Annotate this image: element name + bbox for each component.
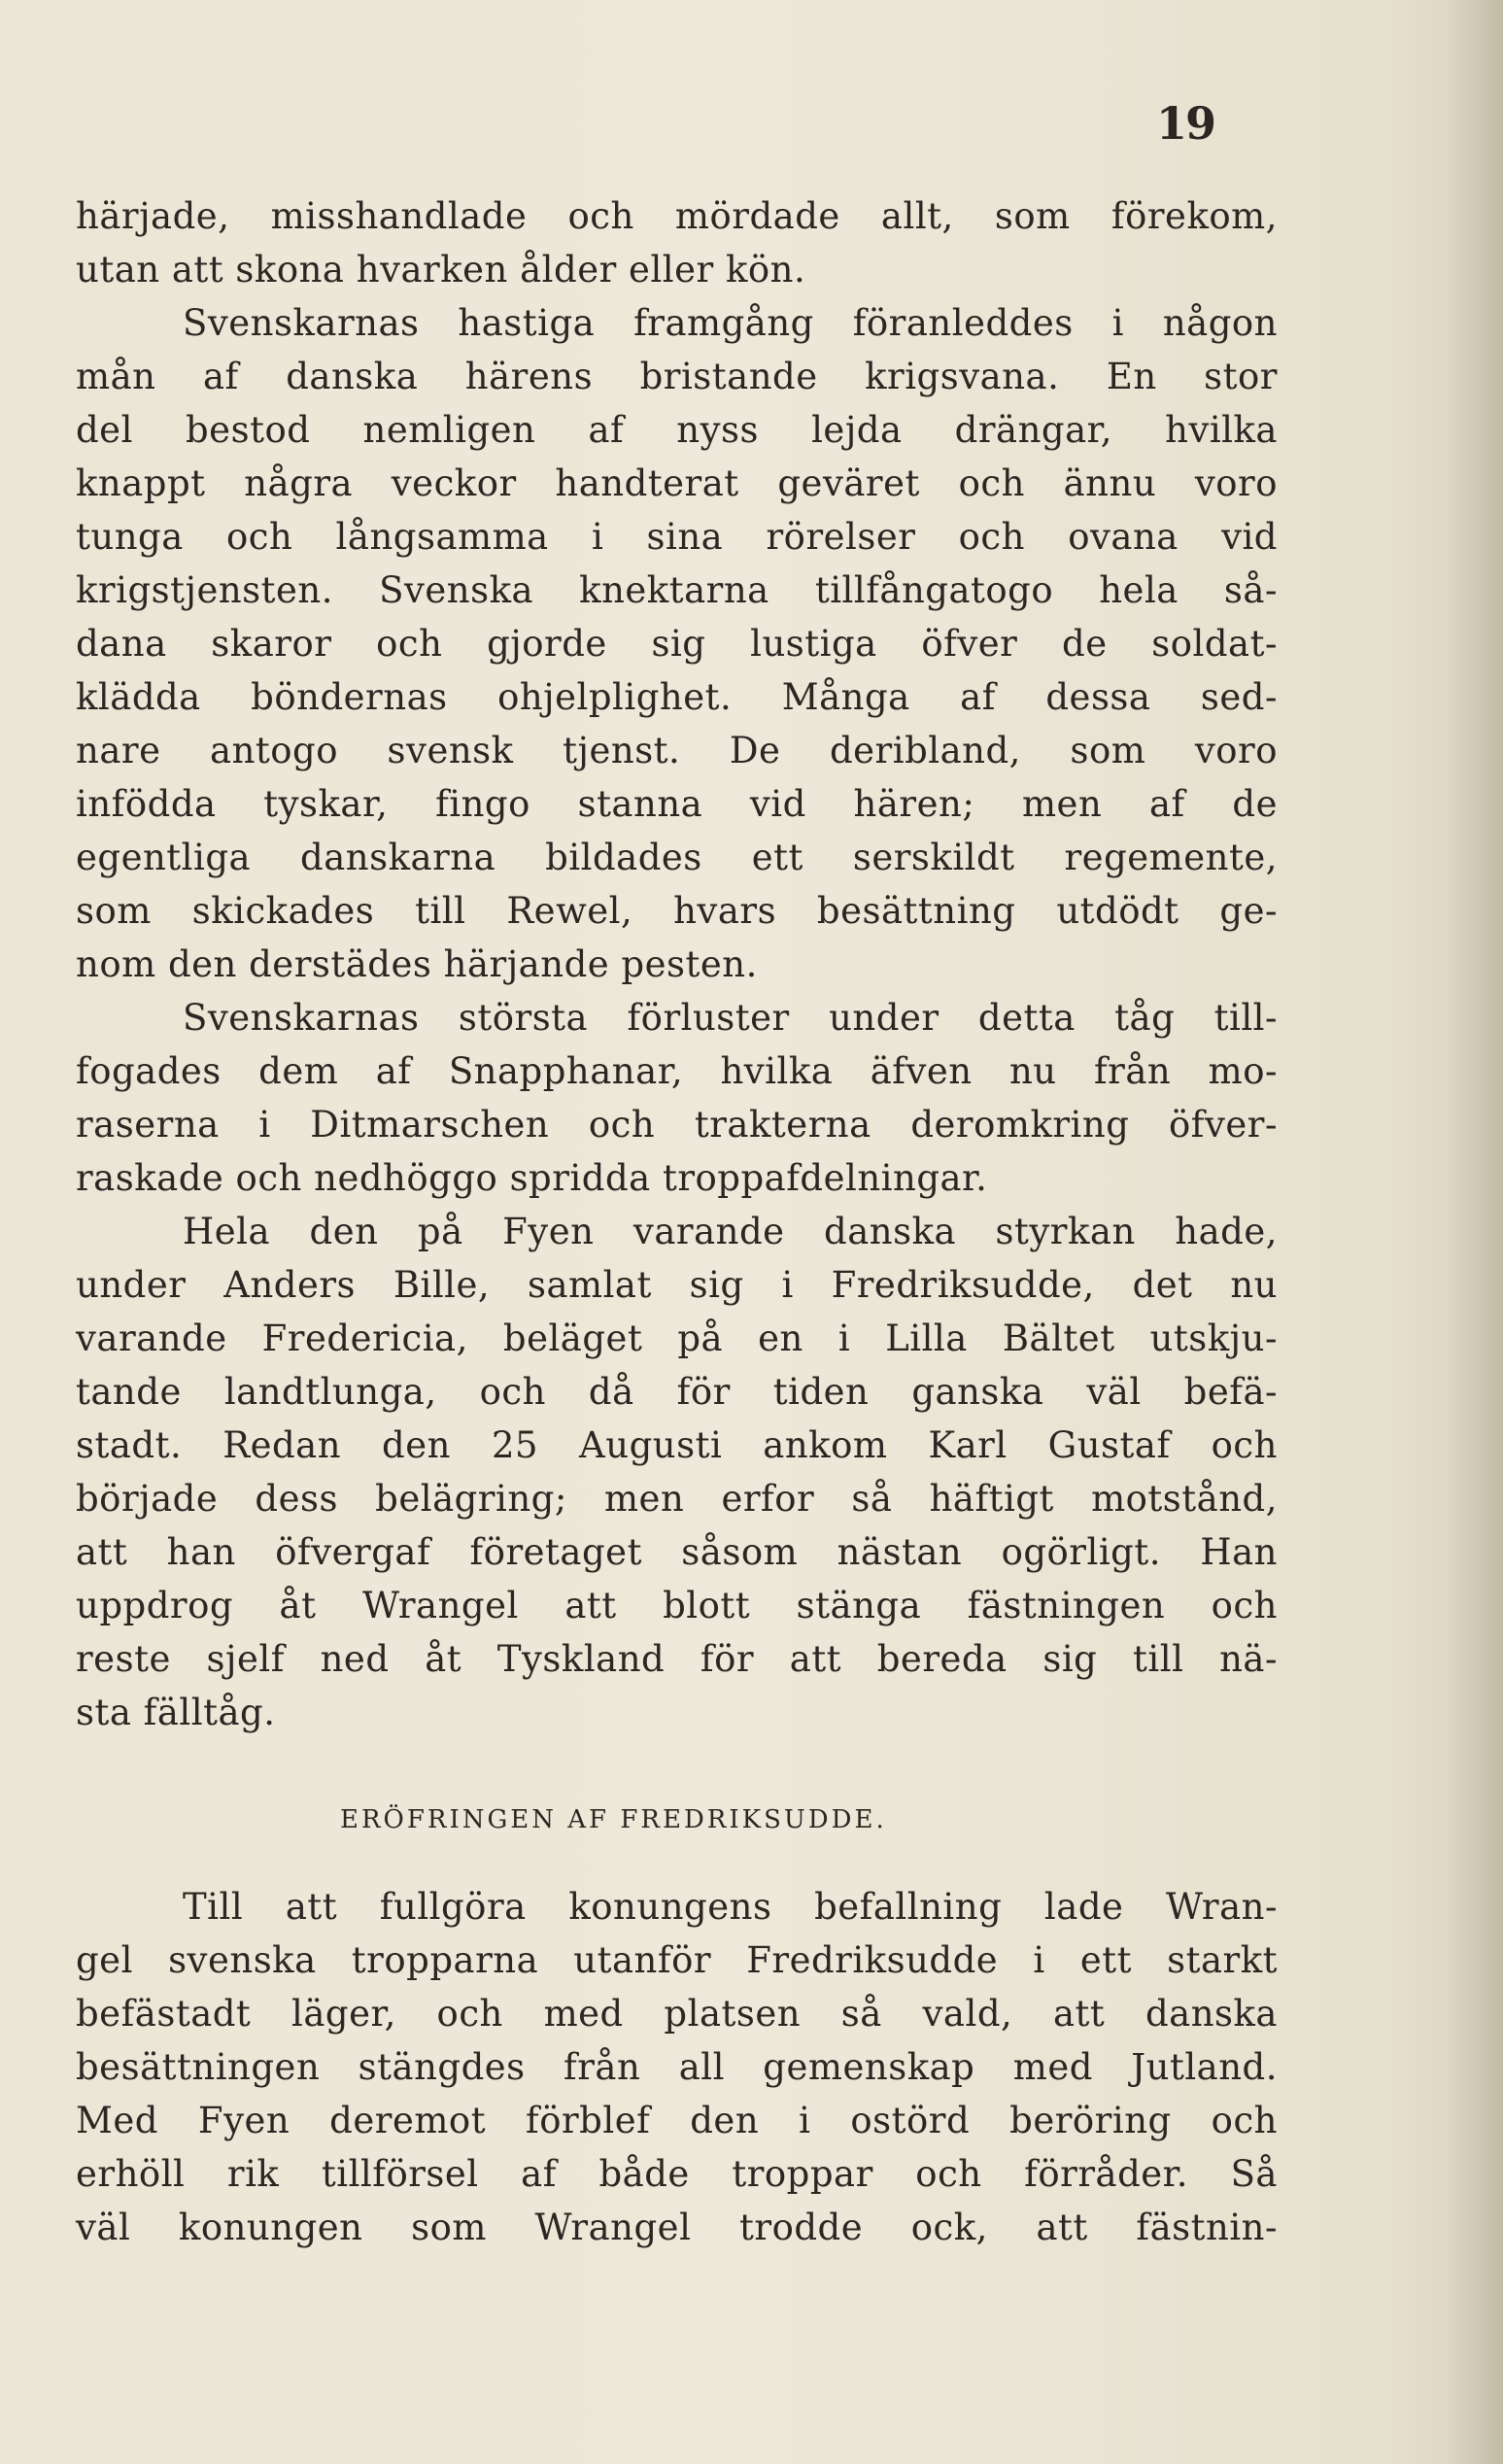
text-line: väl konungen som Wrangel trodde ock, att fästnin- (76, 2207, 1278, 2248)
paragraph-3 (76, 991, 1278, 1205)
text-line: knappt några veckor handterat geväret och ännu voro (76, 462, 1278, 504)
text-block-bottom (76, 1880, 1278, 2254)
text-line: mån af danska härens bristande krigsvana. En stor (76, 356, 1278, 397)
text-line: gel svenska tropparna utanför Fredriksudde i ett starkt (76, 1939, 1278, 1981)
text-line: Svenskarnas största förluster under detta tåg till- (183, 997, 1278, 1039)
text-line: varande Fredericia, beläget på en i Lilla Bältet utskju- (76, 1318, 1278, 1359)
paragraph-4 (76, 1205, 1278, 1739)
text-line: utan att skona hvarken ålder eller kön. (76, 249, 806, 291)
page-number: 19 (1156, 97, 1215, 150)
text-line: reste sjelf ned åt Tyskland för att bereda sig till nä- (76, 1638, 1278, 1680)
text-line: Till att fullgöra konungens befallning lade Wran- (183, 1886, 1278, 1928)
text-line: Med Fyen deremot förblef den i ostörd beröring och (76, 2100, 1278, 2141)
text-line: fogades dem af Snapphanar, hvilka äfven nu från mo- (76, 1050, 1278, 1092)
page-edge-shadow (1445, 0, 1503, 2464)
text-line: krigstjensten. Svenska knektarna tillfångatogo hela så- (76, 569, 1278, 611)
text-line: tande landtlunga, och då för tiden ganska väl befä- (76, 1371, 1278, 1413)
text-line: raskade och nedhöggo spridda troppafdelningar. (76, 1157, 988, 1199)
text-line: att han öfvergaf företaget såsom nästan ogörligt. Han (76, 1531, 1278, 1573)
text-line: nom den derstädes härjande pesten. (76, 943, 758, 985)
text-line: Hela den på Fyen varande danska styrkan hade, (183, 1211, 1278, 1252)
text-line: klädda böndernas ohjelplighet. Många af dessa sed- (76, 676, 1278, 718)
text-line: som skickades till Rewel, hvars besättning utdödt ge- (76, 890, 1278, 932)
text-line: befästadt läger, och med platsen så vald, att danska (76, 1993, 1278, 2035)
paragraph-2 (76, 296, 1278, 991)
text-line: tunga och långsamma i sina rörelser och ovana vid (76, 516, 1278, 558)
section-heading: ERÖFRINGEN AF FREDRIKSUDDE. (340, 1805, 887, 1834)
text-line: erhöll rik tillförsel af både troppar och förråder. Så (76, 2153, 1278, 2195)
text-line: uppdrog åt Wrangel att blott stänga fästningen och (76, 1585, 1278, 1626)
paragraph-1 (76, 189, 1278, 296)
text-line: nare antogo svensk tjenst. De deribland, som voro (76, 730, 1278, 771)
text-line: Svenskarnas hastiga framgång föranleddes i någon (183, 302, 1278, 344)
text-line: under Anders Bille, samlat sig i Fredriksudde, det nu (76, 1264, 1278, 1306)
text-line: infödda tyskar, fingo stanna vid hären; men af de (76, 783, 1278, 825)
text-line: härjade, misshandlade och mördade allt, som förekom, (76, 195, 1278, 237)
text-line: besättningen stängdes från all gemenskap med Jutland. (76, 2046, 1278, 2088)
text-line: dana skaror och gjorde sig lustiga öfver de soldat- (76, 623, 1278, 665)
text-line: raserna i Ditmarschen och trakterna deromkring öfver- (76, 1104, 1278, 1146)
text-line: egentliga danskarna bildades ett serskildt regemente, (76, 837, 1278, 878)
paragraph-5 (76, 1880, 1278, 2254)
text-line: började dess belägring; men erfor så häftigt motstånd, (76, 1478, 1278, 1520)
text-line: del bestod nemligen af nyss lejda drängar, hvilka (76, 409, 1278, 451)
text-line: sta fälltåg. (76, 1692, 276, 1733)
text-line: stadt. Redan den 25 Augusti ankom Karl Gustaf och (76, 1424, 1278, 1466)
text-block-top (76, 189, 1278, 1739)
